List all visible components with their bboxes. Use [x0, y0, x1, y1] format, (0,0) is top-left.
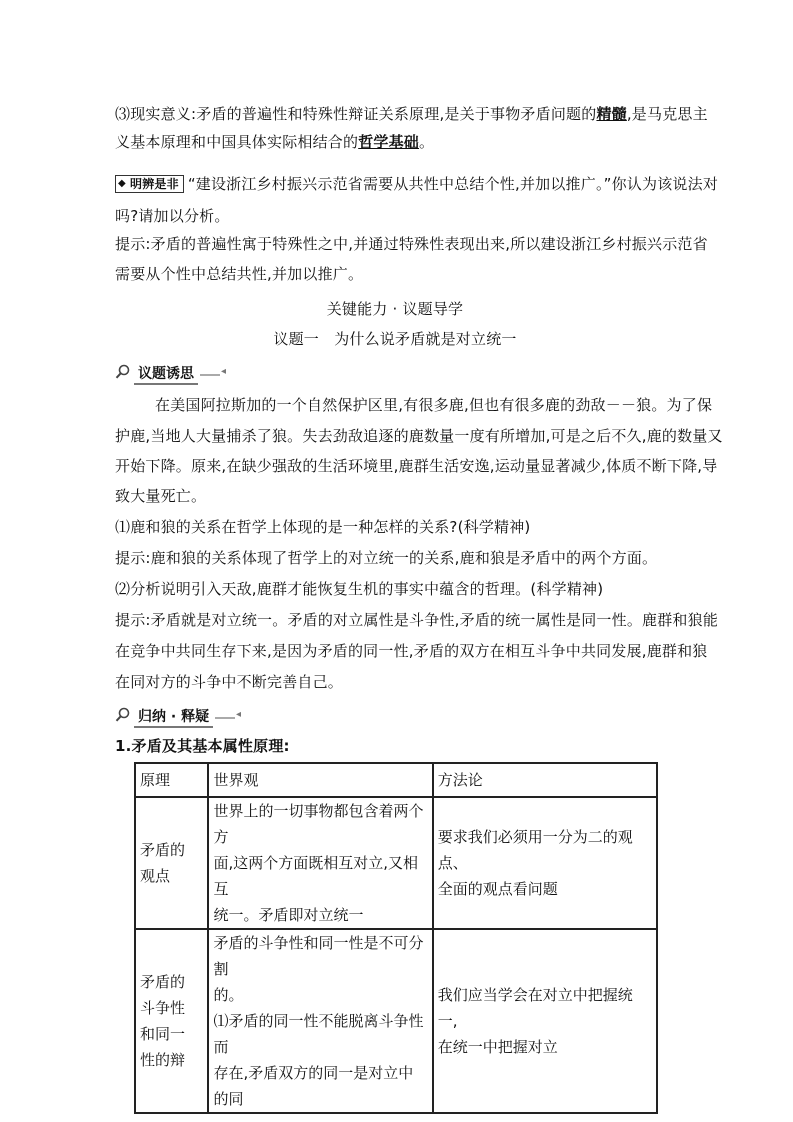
cell-line: 在统一中把握对立: [437, 1038, 558, 1056]
paragraph-line: [115, 174, 719, 194]
table-row: [135, 929, 657, 1113]
table-cell: [208, 797, 432, 929]
principle-table: [134, 762, 658, 1114]
cell-line: 世界上的一切事物都包含着两个方: [213, 802, 424, 846]
paragraph-line: [115, 132, 675, 152]
heading-1: 1.矛盾及其基本属性原理:: [115, 737, 290, 755]
text: 义基本原理和中国具体实际相结合的: [115, 133, 359, 151]
story-line: 护鹿,当地人大量捕杀了狼。失去劲敌追逐的鹿数量一度有所增加,可是之后不久,鹿的数量又: [115, 427, 723, 445]
cell-line: 矛盾的: [140, 973, 186, 991]
cell-line: 斗争性: [140, 999, 186, 1017]
cell-line: ⑴矛盾的同一性不能脱离斗争性而: [213, 1012, 424, 1056]
paragraph-line: [115, 104, 708, 124]
label-text: 归纳 · 释疑: [134, 706, 213, 728]
cell-line: 矛盾的斗争性和同一性是不可分割: [213, 934, 424, 978]
magnifier-icon: [115, 364, 131, 384]
emphasis-text: 哲学基础: [358, 133, 420, 151]
cell-line: 的。: [213, 986, 244, 1004]
table-cell: [433, 797, 657, 929]
section-title: 关键能力 · 议题导学: [326, 300, 464, 318]
hint-line: 提示:矛盾的普遍性寓于特殊性之中,并通过特殊性表现出来,所以建设浙江乡村振兴示范省: [115, 235, 708, 253]
label-text: 议题诱思: [134, 363, 198, 385]
cell-line: 我们应当学会在对立中把握统一,: [437, 986, 633, 1030]
mingbian-tag: ◆ 明辨是非: [115, 175, 184, 193]
story-line: 在美国阿拉斯加的一个自然保护区里,有很多鹿,但也有很多鹿的劲敌－－狼。为了保: [155, 396, 713, 414]
paragraph-line: 吗?请加以分析。: [115, 207, 230, 225]
answer-2-line: 在竞争中共同生存下来,是因为矛盾的同一性,矛盾的双方在相互斗争中共同发展,鹿群和狼: [115, 642, 708, 660]
text: ,是马克思主: [626, 105, 708, 123]
answer-2-line: 提示:矛盾就是对立统一。矛盾的对立属性是斗争性,矛盾的统一属性是同一性。鹿群和狼能: [115, 611, 719, 629]
table-header-cell: 方法论: [433, 763, 657, 797]
magnifier-icon: [115, 707, 131, 727]
text: ⑶现实意义:矛盾的普遍性和特殊性辩证关系原理,是关于事物矛盾问题的: [115, 105, 597, 123]
table-cell: [135, 929, 208, 1113]
answer-2-line: 在同对方的斗争中不断完善自己。: [115, 673, 344, 691]
table-row: [135, 797, 657, 929]
table-cell: [135, 797, 208, 929]
story-line: 致大量死亡。: [115, 487, 207, 505]
cell-line: 观点: [140, 867, 171, 885]
table-cell: [208, 929, 432, 1113]
table-header-row: [135, 763, 657, 797]
topic-title: 议题一 为什么说矛盾就是对立统一: [273, 330, 517, 348]
label-tail: [200, 374, 220, 376]
question-1: ⑴鹿和狼的关系在哲学上体现的是一种怎样的关系?(科学精神): [115, 518, 531, 536]
yiti-label: [115, 363, 220, 381]
text: “建设浙江乡村振兴示范省需要从共性中总结个性,并加以推广。”你认为该说法对: [187, 175, 719, 193]
cell-line: 性的辩: [140, 1051, 186, 1069]
table-header-cell: 原理: [135, 763, 208, 797]
text: 。: [419, 133, 435, 151]
cell-line: 统一。矛盾即对立统一: [213, 906, 364, 924]
story-line: 开始下降。原来,在缺少强敌的生活环境里,鹿群生活安逸,运动量显著减少,体质不断下降,导: [115, 457, 718, 475]
cell-line: 和同一: [140, 1025, 186, 1043]
cell-line: 矛盾的: [140, 841, 186, 859]
table-header-cell: 世界观: [208, 763, 432, 797]
cell-line: 面,这两个方面既相互对立,又相互: [213, 854, 418, 898]
answer-1: 提示:鹿和狼的关系体现了哲学上的对立统一的关系,鹿和狼是矛盾中的两个方面。: [115, 549, 658, 567]
label-tail: [215, 717, 235, 719]
table-cell: [433, 929, 657, 1113]
question-2: ⑵分析说明引入天敌,鹿群才能恢复生机的事实中蕴含的哲理。(科学精神): [115, 580, 604, 598]
cell-line: 存在,矛盾双方的同一是对立中的同: [213, 1064, 414, 1108]
cell-line: 要求我们必须用一分为二的观点、: [437, 828, 633, 872]
hint-line: 需要从个性中总结共性,并加以推广。: [115, 265, 364, 283]
emphasis-text: 精髓: [596, 105, 627, 123]
guina-label: [115, 706, 235, 724]
cell-line: 全面的观点看问题: [437, 880, 558, 898]
